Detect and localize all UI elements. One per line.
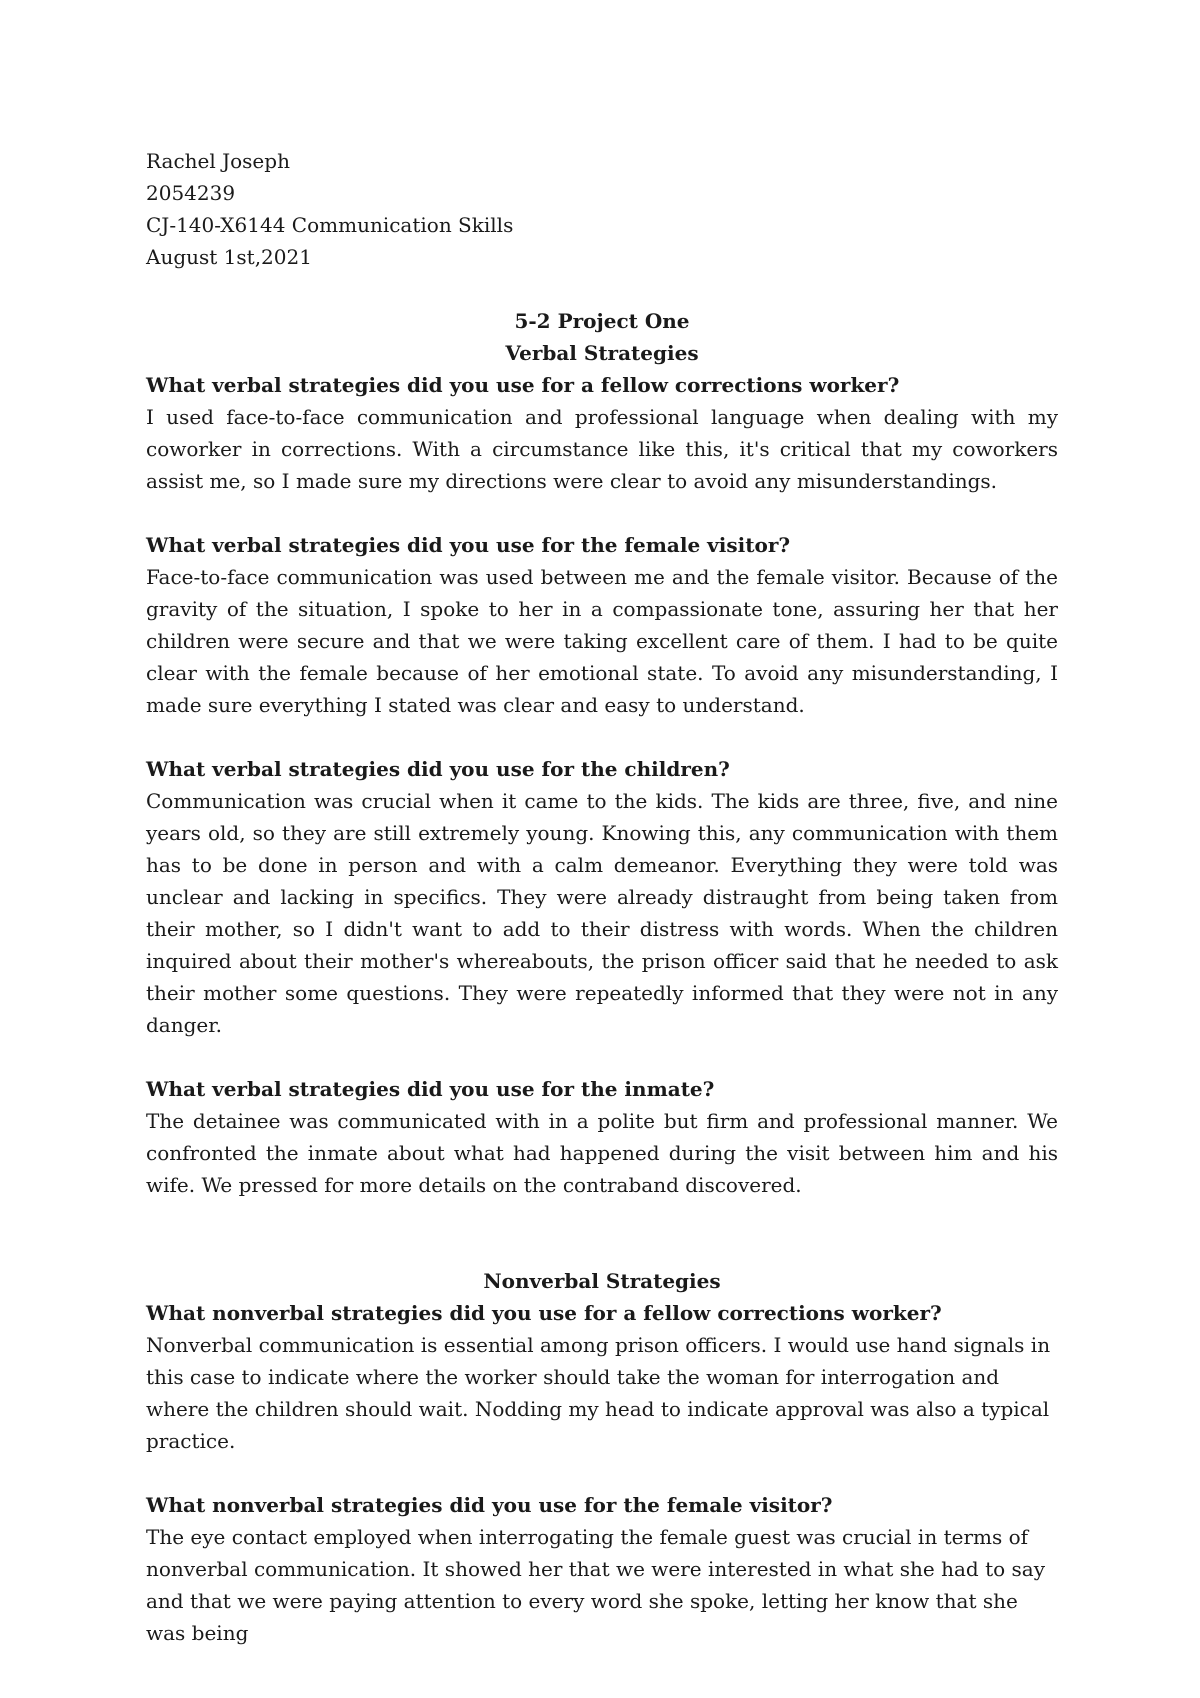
- verbal-question-female-visitor: What verbal strategies did you use for the female visitor?: [146, 533, 791, 557]
- verbal-question-coworker: What verbal strategies did you use for a fellow corrections worker?: [146, 373, 900, 397]
- nonverbal-answer-female-visitor: The eye contact employed when interrogating the female guest was crucial in terms of nonverbal communication. It showed her that we were interested in what she had to say and that we were paying attention to every word she spoke, letting her know that she was being: [146, 1525, 1046, 1645]
- document-title: 5-2 Project One: [514, 309, 690, 333]
- verbal-answer-children: Communication was crucial when it came to the kids. The kids are three, five, and nine years old, so they are still extremely young. Knowing this, any communication with them has to be done in person and with a calm demeanor. Everything they were told was unclear and lacking in specifics. They were already distraught from being taken from their mother, so I didn't want to add to their distress with words. When the children inquired about their mother's whereabouts, the prison officer said that he needed to ask their mother some questions. They were repeatedly informed that they were not in any danger.: [146, 789, 1058, 1037]
- verbal-answer-coworker: I used face-to-face communication and professional language when dealing with my coworker in corrections. With a circumstance like this, it's critical that my coworkers assist me, so I made sure my directions were clear to avoid any misunderstandings.: [146, 405, 1058, 493]
- document-body: [146, 145, 1058, 1649]
- verbal-question-inmate: What verbal strategies did you use for the inmate?: [146, 1077, 715, 1101]
- nonverbal-answer-coworker: Nonverbal communication is essential among prison officers. I would use hand signals in this case to indicate where the worker should take the woman for interrogation and where the children should wait. Nodding my head to indicate approval was also a typical practice.: [146, 1333, 1051, 1453]
- verbal-answer-female-visitor: Face-to-face communication was used between me and the female visitor. Because of the gravity of the situation, I spoke to her in a compassionate tone, assuring her that her children were secure and that we were taking excellent care of them. I had to be quite clear with the female because of her emotional state. To avoid any misunderstanding, I made sure everything I stated was clear and easy to understand.: [146, 565, 1058, 717]
- nonverbal-question-female-visitor: What nonverbal strategies did you use for the female visitor?: [146, 1493, 833, 1517]
- nonverbal-question-coworker: What nonverbal strategies did you use for a fellow corrections worker?: [146, 1301, 942, 1325]
- verbal-answer-inmate: The detainee was communicated with in a polite but firm and professional manner. We confronted the inmate about what had happened during the visit between him and his wife. We pressed for more details on the contraband discovered.: [146, 1109, 1058, 1197]
- student-id: 2054239: [146, 181, 236, 205]
- verbal-strategies-heading: Verbal Strategies: [505, 341, 699, 365]
- verbal-question-children: What verbal strategies did you use for the children?: [146, 757, 730, 781]
- course-name: CJ-140-X6144 Communication Skills: [146, 213, 514, 237]
- submission-date: August 1st,2021: [146, 245, 312, 269]
- student-header: [146, 145, 1058, 273]
- nonverbal-strategies-heading: Nonverbal Strategies: [483, 1269, 721, 1293]
- student-name: Rachel Joseph: [146, 149, 290, 173]
